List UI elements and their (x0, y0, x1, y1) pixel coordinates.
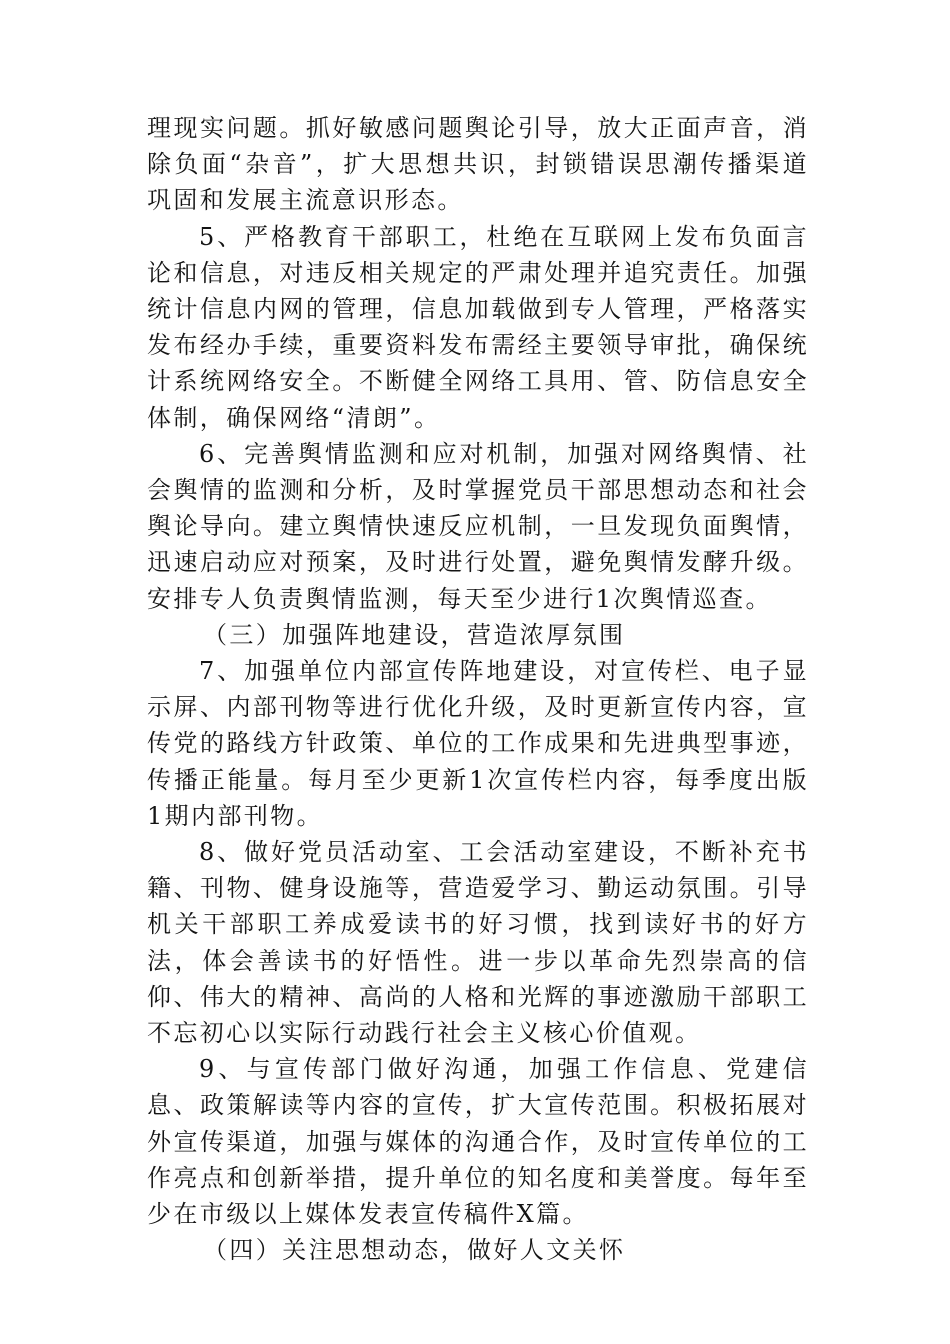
paragraph-continued: 理现实问题。抓好敏感问题舆论引导，放大正面声音，消除负面“杂音”，扩大思想共识，封锁错误思潮传播渠道巩固和发展主流意识形态。 (147, 114, 809, 215)
section-heading-3: （三）加强阵地建设，营造浓厚氛围 (203, 620, 626, 649)
section-heading-4: （四）关注思想动态，做好人文关怀 (203, 1236, 626, 1265)
paragraph-item-6: 6、完善舆情监测和应对机制，加强对网络舆情、社会舆情的监测和分析，及时掌握党员干部思想动态和社会舆论导向。建立舆情快速反应机制，一旦发现负面舆情，迅速启动应对预案，及时进行处置，避免舆情发酵升级。安排专人负责舆情监测，每天至少进行1次舆情巡查。 (147, 439, 809, 613)
document-body (147, 110, 809, 1269)
paragraph-item-8: 8、做好党员活动室、工会活动室建设，不断补充书籍、刊物、健身设施等，营造爱学习、勤运动氛围。引导机关干部职工养成爱读书的好习惯，找到读好书的好方法，体会善读书的好悟性。进一步以革命先烈崇高的信仰、伟大的精神、高尚的人格和光辉的事迹激励干部职工不忘初心以实际行动践行社会主义核心价值观。 (147, 838, 809, 1048)
paragraph-item-9: 9、与宣传部门做好沟通，加强工作信息、党建信息、政策解读等内容的宣传，扩大宣传范围。积极拓展对外宣传渠道，加强与媒体的沟通合作，及时宣传单位的工作亮点和创新举措，提升单位的知名度和美誉度。每年至少在市级以上媒体发表宣传稿件X篇。 (147, 1055, 809, 1229)
paragraph-item-7: 7、加强单位内部宣传阵地建设，对宣传栏、电子显示屏、内部刊物等进行优化升级，及时更新宣传内容，宣传党的路线方针政策、单位的工作成果和先进典型事迹，传播正能量。每月至少更新1次宣传栏内容，每季度出版1期内部刊物。 (147, 657, 809, 830)
paragraph-item-5: 5、严格教育干部职工，杜绝在互联网上发布负面言论和信息，对违反相关规定的严肃处理并追究责任。加强统计信息内网的管理，信息加载做到专人管理，严格落实发布经办手续，重要资料发布需经主要领导审批，确保统计系统网络安全。不断健全网络工具用、管、防信息安全体制，确保网络“清朗”。 (147, 222, 809, 432)
